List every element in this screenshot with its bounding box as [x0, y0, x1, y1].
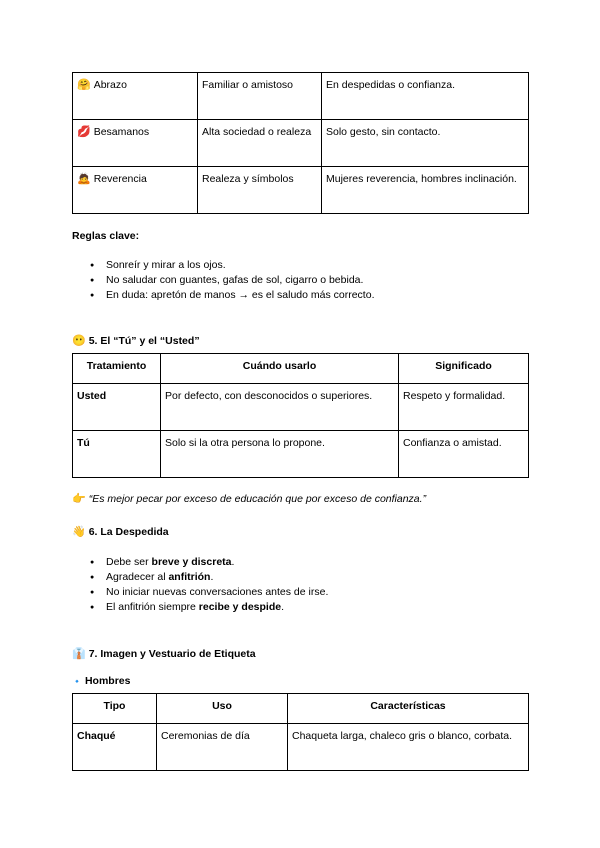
section-7-heading: 👔 7. Imagen y Vestuario de Etiqueta [72, 648, 256, 660]
table-row [73, 73, 529, 120]
list-item: ● Sonreír y mirar a los ojos. [72, 258, 374, 273]
greeting-context-cell: Familiar o amistoso [198, 73, 322, 120]
column-header: Uso [157, 694, 288, 724]
greeting-name-cell: 💋 Besamanos [73, 120, 198, 167]
attire-table [72, 693, 529, 771]
table-row [73, 384, 529, 431]
treatment-cell: Tú [73, 431, 161, 478]
column-header: Tipo [73, 694, 157, 724]
treatment-cell: Usted [73, 384, 161, 431]
greetings-table [72, 72, 529, 214]
blue-diamond-icon: 🔹 [72, 677, 82, 686]
table-row [73, 724, 529, 771]
necktie-icon: 👔 [72, 648, 86, 660]
waving-hand-icon: 👋 [72, 526, 86, 538]
rules-title: Reglas clave: [72, 230, 140, 242]
meaning-cell: Confianza o amistad. [399, 431, 529, 478]
use-cell: Ceremonias de día [157, 724, 288, 771]
treatment-table [72, 353, 529, 478]
table-row [73, 167, 529, 214]
greeting-use-cell: Mujeres reverencia, hombres inclinación. [322, 167, 529, 214]
rules-list [72, 258, 374, 303]
features-cell: Chaqueta larga, chaleco gris o blanco, corbata. [288, 724, 529, 771]
list-item: ● Debe ser breve y discreta. [72, 555, 328, 570]
column-header: Tratamiento [73, 354, 161, 384]
list-item: ● En duda: apretón de manos → es el saludo más correcto. [72, 288, 374, 303]
greeting-use-cell: En despedidas o confianza. [322, 73, 529, 120]
greeting-name-cell: 🙇 Reverencia [73, 167, 198, 214]
list-item: ● No iniciar nuevas conversaciones antes de irse. [72, 585, 328, 600]
men-subheading: 🔹 Hombres [72, 675, 131, 687]
list-item: ● No saludar con guantes, gafas de sol, cigarro o bebida. [72, 273, 374, 288]
when-cell: Solo si la otra persona lo propone. [161, 431, 399, 478]
greeting-use-cell: Solo gesto, sin contacto. [322, 120, 529, 167]
farewell-list [72, 555, 328, 615]
table-row [73, 120, 529, 167]
table-header-row [73, 354, 529, 384]
column-header: Significado [399, 354, 529, 384]
quote-line [72, 492, 426, 505]
table-header-row [73, 694, 529, 724]
bowing-person-icon: 🙇 [77, 173, 91, 185]
meaning-cell: Respeto y formalidad. [399, 384, 529, 431]
hugging-face-icon: 🤗 [77, 79, 91, 91]
list-item: ● El anfitrión siempre recibe y despide. [72, 600, 328, 615]
kiss-mark-icon: 💋 [77, 126, 91, 138]
table-row [73, 431, 529, 478]
quote-text: “Es mejor pecar por exceso de educación que por exceso de confianza.” [88, 493, 427, 505]
greeting-context-cell: Realeza y símbolos [198, 167, 322, 214]
speech-face-icon: 😶 [72, 335, 86, 347]
section-6-heading: 👋 6. La Despedida [72, 526, 169, 538]
greeting-context-cell: Alta sociedad o realeza [198, 120, 322, 167]
pointing-hand-icon: 👉 [72, 493, 86, 505]
greeting-name-cell: 🤗 Abrazo [73, 73, 198, 120]
list-item: ● Agradecer al anfitrión. [72, 570, 328, 585]
column-header: Características [288, 694, 529, 724]
section-5-heading: 😶 5. El “Tú” y el “Usted” [72, 335, 200, 347]
type-cell: Chaqué [73, 724, 157, 771]
when-cell: Por defecto, con desconocidos o superiores. [161, 384, 399, 431]
column-header: Cuándo usarlo [161, 354, 399, 384]
